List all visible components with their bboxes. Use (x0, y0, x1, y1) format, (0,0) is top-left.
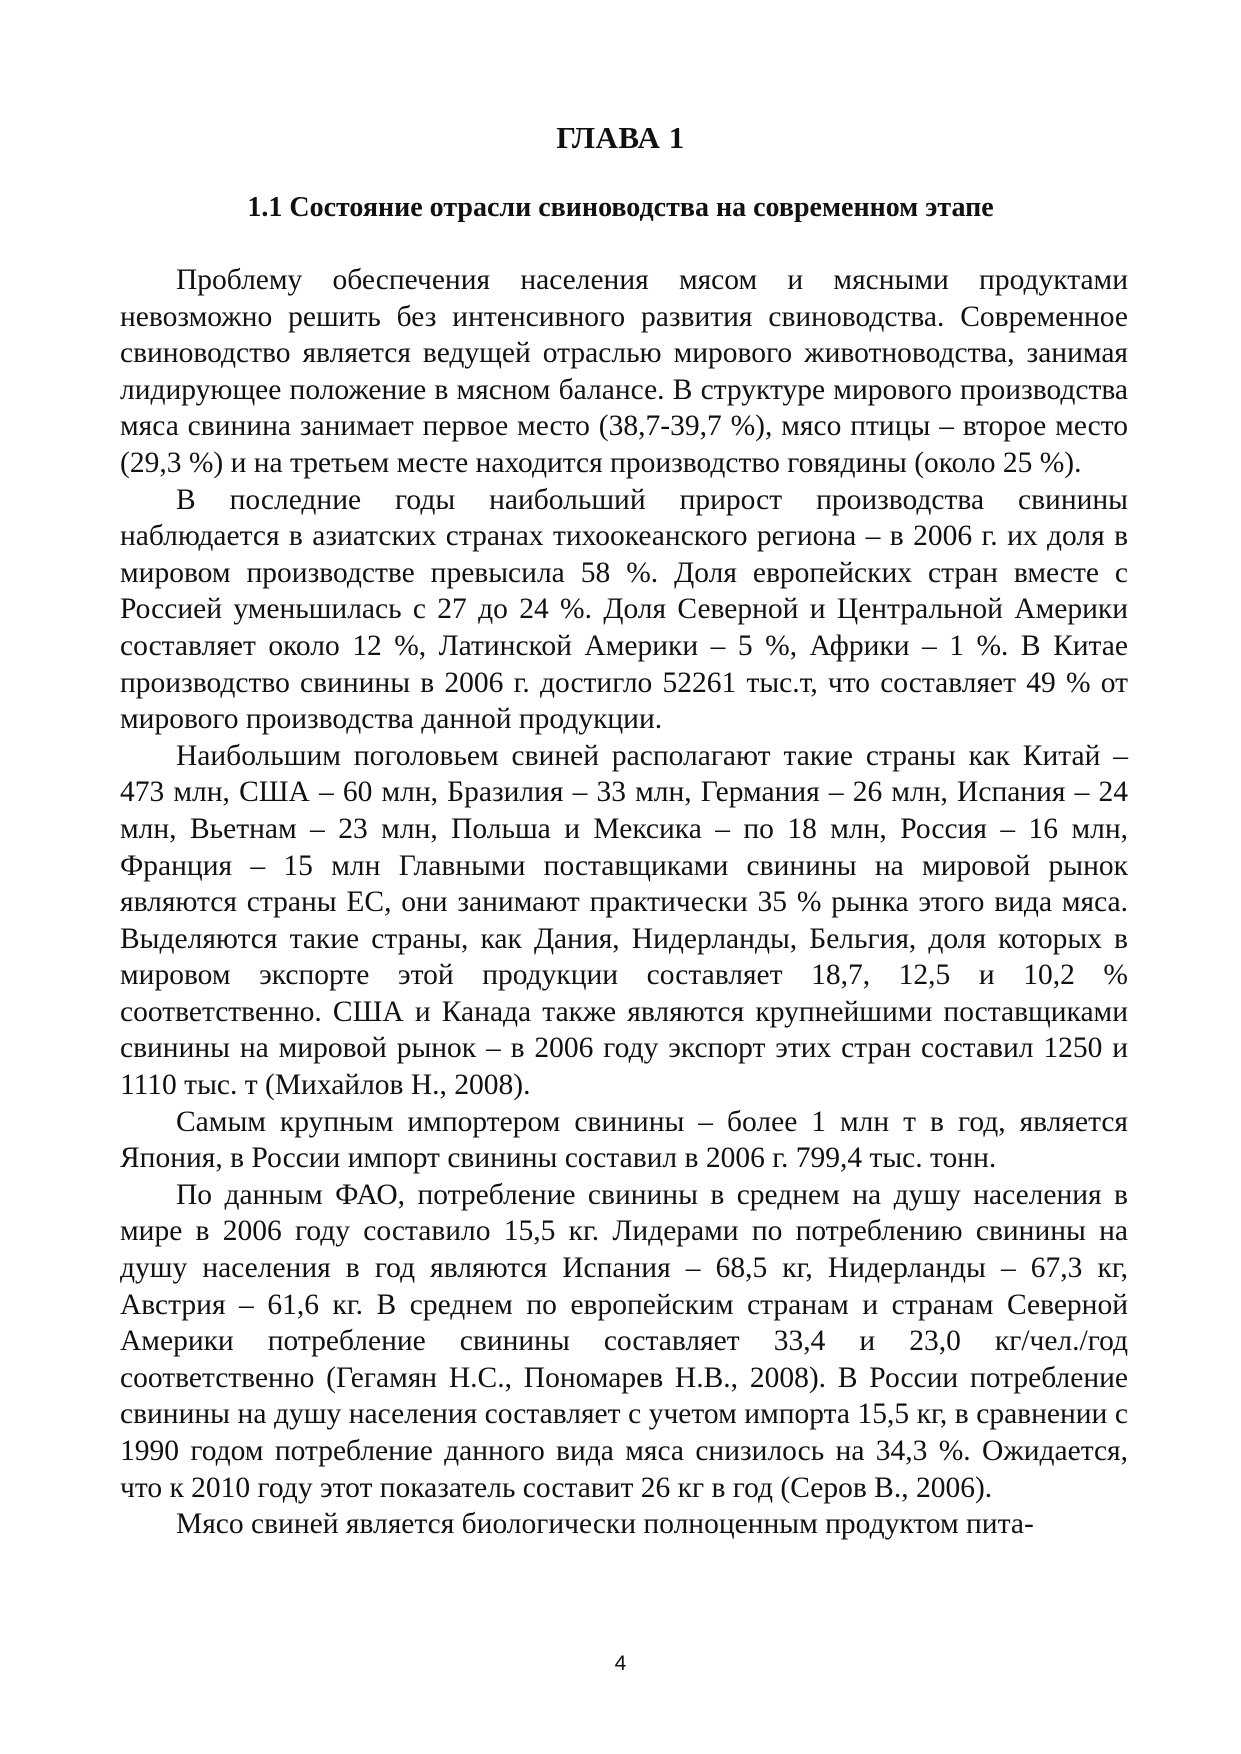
paragraph: Мясо свиней является биологически полноценным продуктом пита- (176, 1508, 1034, 1541)
body-text (120, 262, 1128, 1543)
paragraph: По данным ФАО, потребление свинины в среднем на душу населения в мире в 2006 году составило 15,5 кг. Лидерами по потреблению свинины на душу населения в год являются Испания – 68,5 кг, Нидерланды – 67,3 кг, Австрия – 61,6 кг. В среднем по европейским странам и странам Северной Америки потребление свинины составляет 33,4 и 23,0 кг/чел./год соответственно (Гегамян Н.С., Пономарев Н.В., 2008). В России потребление свинины на душу населения составляет с учетом импорта 15,5 кг, в сравнении с 1990 годом потребление данного вида мяса снизилось на 34,3 %. Ожидается, что к 2010 году этот показатель составит 26 кг в год (Серов В., 2006). (120, 1178, 1128, 1504)
paragraph: Наибольшим поголовьем свиней располагают такие страны как Китай – 473 млн, США – 60 млн, Бразилия – 33 млн, Германия – 26 млн, Испания – 24 млн, Вьетнам – 23 млн, Польша и Мексика – по 18 млн, Россия – 16 млн, Франция – 15 млн Главными поставщиками свинины на мировой рынок являются страны ЕС, они занимают практически 35 % рынка этого вида мяса. Выделяются такие страны, как Дания, Нидерланды, Бельгия, доля которых в мировом экспорте этой продукции составляет 18,7, 12,5 и 10,2 % соответственно. США и Канада также являются крупнейшими поставщиками свинины на мировой рынок – в 2006 году экспорт этих стран составил 1250 и 1110 тыс. т (Михайлов Н., 2008). (120, 739, 1128, 1102)
section-title: 1.1 Состояние отрасли свиноводства на современном этапе (247, 192, 994, 223)
paragraph: Проблему обеспечения населения мясом и мясными продуктами невозможно решить без интенсивного развития свиноводства. Современное свиноводство является ведущей отраслью мирового животноводства, занимая лидирующее положение в мясном балансе. В структуре мирового производства мяса свинина занимает первое место (38,7-39,7 %), мясо птицы – второе место (29,3 %) и на третьем месте находится производство говядины (около 25 %). (120, 264, 1128, 479)
chapter-title: ГЛАВА 1 (556, 120, 685, 155)
paragraph: Самым крупным импортером свинины – более 1 млн т в год, является Япония, в России импорт свинины составил в 2006 г. 799,4 тыс. тонн. (120, 1105, 1128, 1175)
paragraph: В последние годы наибольший прирост производства свинины наблюдается в азиатских странах тихоокеанского региона – в 2006 г. их доля в мировом производстве превысила 58 %. Доля европейских стран вместе с Россией уменьшилась с 27 до 24 %. Доля Северной и Центральной Америки составляет около 12 %, Латинской Америки – 5 %, Африки – 1 %. В Китае производство свинины в 2006 г. достигло 52261 тыс.т, что составляет 49 % от мирового производства данной продукции. (120, 483, 1128, 736)
page-number: 4 (614, 1652, 627, 1675)
